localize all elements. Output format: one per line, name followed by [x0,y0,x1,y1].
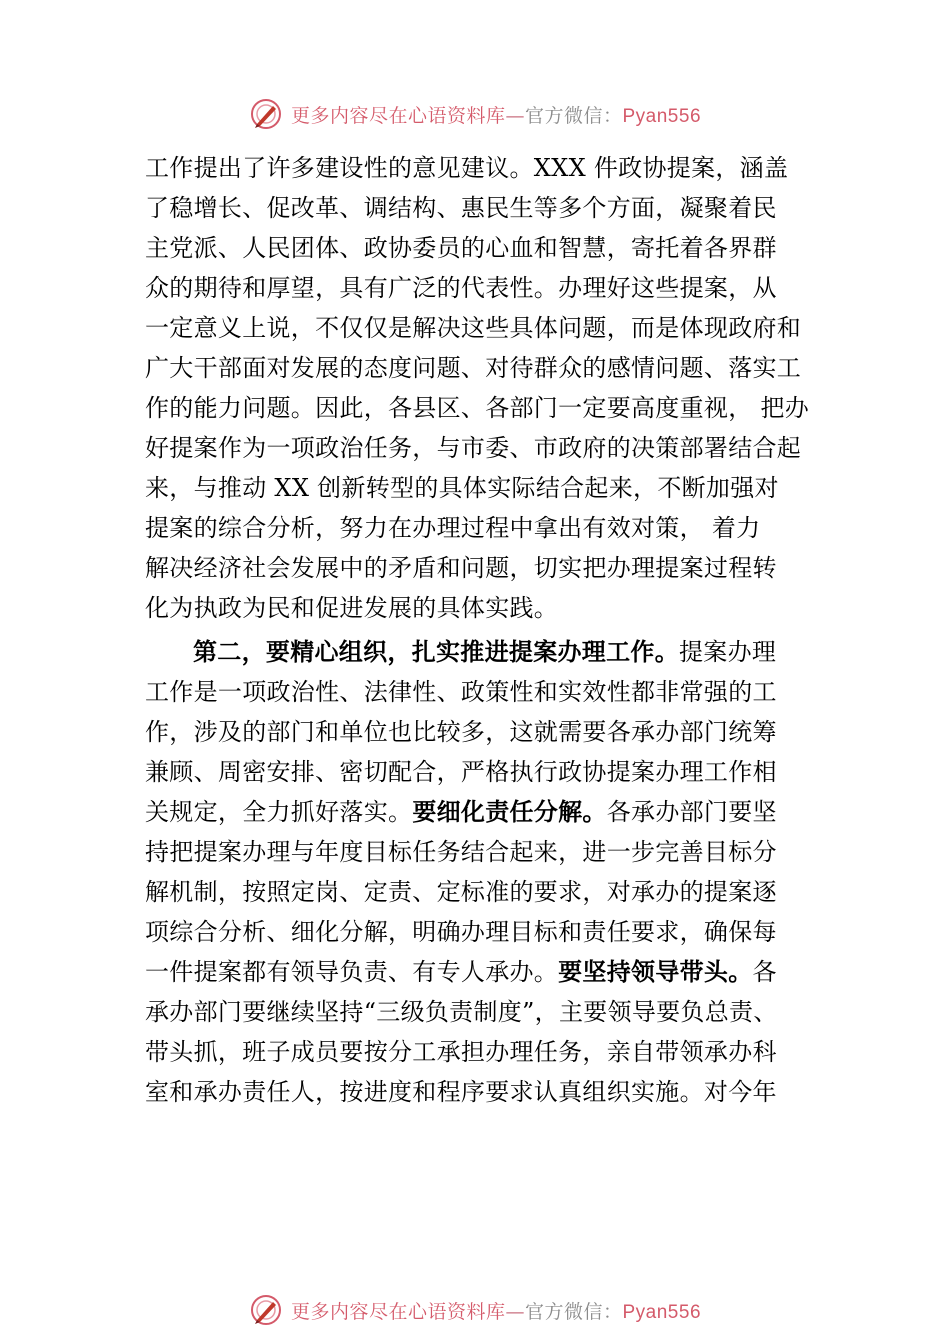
body-text-segment: 承办部门要继续坚持“三级负责制度”，主要领导要负总责、 [145,998,778,1026]
body-text-segment: 众的期待和厚望，具有广泛的代表性。办理好这些提案，从 [145,274,777,302]
body-text-segment: 提案的综合分析，努力在办理过程中拿出有效对策， 着力 [145,514,761,542]
body-text-segment: 化为执政为民和促进发展的具体实践。 [145,594,559,622]
bold-heading-text: 要坚持领导带头。 [558,958,753,986]
body-text-segment: 各 [752,958,777,986]
body-text-segment: 解决经济社会发展中的矛盾和问题，切实把办理提案过程转 [145,554,777,582]
text-line [145,952,817,992]
text-line [145,712,817,752]
text-line [145,228,817,268]
body-text-segment: 持把提案办理与年度目标任务结合起来，进一步完善目标分 [145,838,777,866]
body-text-segment: 作，涉及的部门和单位也比较多，这就需要各承办部门统筹 [145,718,777,746]
header-watermark [0,94,950,134]
body-text-segment: 提案办理 [679,638,777,666]
text-line [145,632,817,672]
text-line [145,508,817,548]
body-text-segment: 一件提案都有领导负责、有专人承办。 [145,958,559,986]
text-line [145,308,817,348]
body-text-segment: 关规定，全力抓好落实。 [145,798,413,826]
body-text-segment: 项综合分析、细化分解，明确办理目标和责任要求，确保每 [145,918,777,946]
text-line [145,348,817,388]
text-line [145,992,817,1032]
watermark-part1: 更多内容尽在心语资料库 [290,104,506,127]
text-line [145,672,817,712]
text-line [145,388,817,428]
watermark-part2: 官方微信： [524,1300,623,1323]
body-text-segment: 好提案作为一项政治任务，与市委、市政府的决策部署结合起 [145,434,802,462]
text-line [145,912,817,952]
watermark-part1: 更多内容尽在心语资料库 [290,1300,506,1323]
footer-watermark [0,1290,950,1330]
text-line [145,468,817,508]
watermark-text [291,1297,701,1324]
text-line [145,1032,817,1072]
watermark-text [291,101,701,128]
text-line [145,752,817,792]
text-line [145,872,817,912]
text-line [145,428,817,468]
text-line [145,588,817,628]
watermark-id: Pyan556 [622,1301,702,1323]
bold-heading-text: 要细化责任分解。 [412,798,607,826]
text-line [145,792,817,832]
body-text-segment: 工作提出了许多建设性的意见建议。XXX 件政协提案，涵盖 [145,154,789,182]
watermark-part2: 官方微信： [524,104,623,127]
watermark-separator: — [505,1300,525,1323]
body-text-segment: 兼顾、周密安排、密切配合，严格执行政协提案办理工作相 [145,758,777,786]
text-line [145,148,817,188]
body-text-segment: 各承办部门要坚 [606,798,777,826]
text-line [145,268,817,308]
pen-logo-icon [249,97,283,131]
document-body [145,148,817,1112]
body-text-segment: 一定意义上说，不仅仅是解决这些具体问题，而是体现政府和 [145,314,802,342]
body-text-segment: 来，与推动 XX 创新转型的具体实际结合起来，不断加强对 [145,474,779,502]
body-text-segment: 工作是一项政治性、法律性、政策性和实效性都非常强的工 [145,678,777,706]
body-text-segment: 了稳增长、促改革、调结构、惠民生等多个方面，凝聚着民 [145,194,777,222]
text-line [145,548,817,588]
body-text-segment: 带头抓，班子成员要按分工承担办理任务，亲自带领承办科 [145,1038,777,1066]
watermark-id: Pyan556 [622,105,702,127]
body-text-segment: 解机制，按照定岗、定责、定标准的要求，对承办的提案逐 [145,878,777,906]
body-text-segment: 室和承办责任人，按进度和程序要求认真组织实施。对今年 [145,1078,777,1106]
body-text-segment: 主党派、人民团体、政协委员的心血和智慧，寄托着各界群 [145,234,777,262]
text-line [145,832,817,872]
text-line [145,1072,817,1112]
pen-logo-icon [249,1293,283,1327]
bold-heading-text: 第二，要精心组织，扎实推进提案办理工作。 [193,638,679,666]
text-line [145,188,817,228]
body-text-segment: 广大干部面对发展的态度问题、对待群众的感情问题、落实工 [145,354,802,382]
watermark-separator: — [505,104,525,127]
body-text-segment: 作的能力问题。因此，各县区、各部门一定要高度重视， 把办 [145,394,810,422]
